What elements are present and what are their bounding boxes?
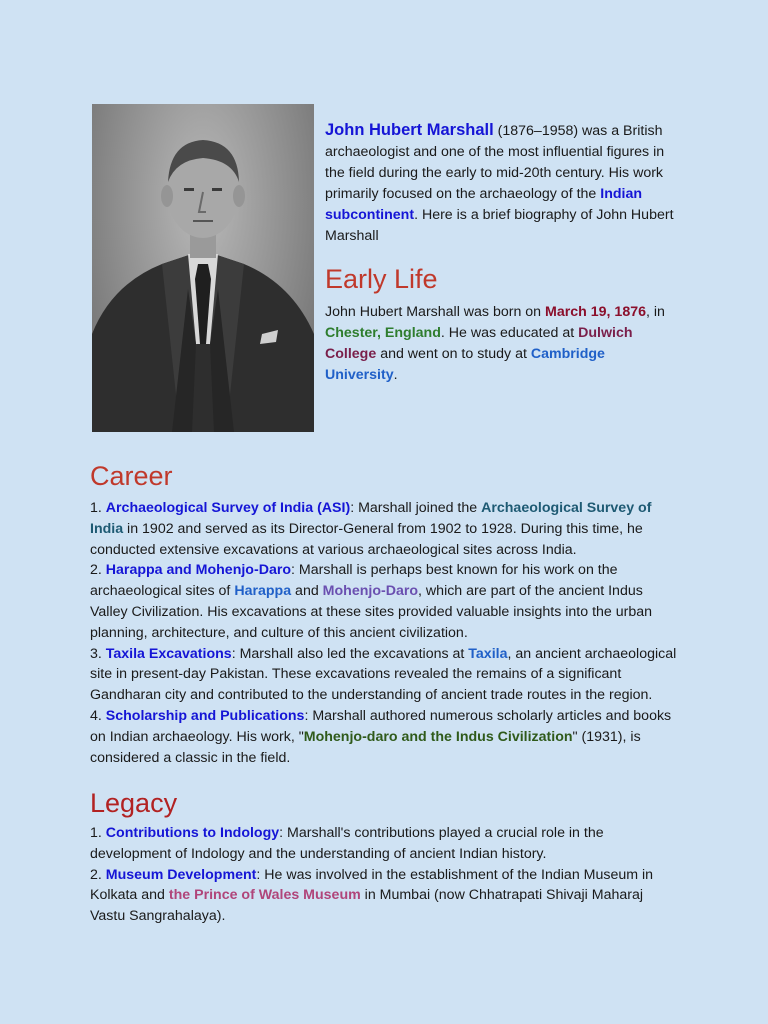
subject-name-link[interactable]: John Hubert Marshall xyxy=(325,121,494,139)
career-section xyxy=(90,498,682,768)
legacy-item-2-text-1: : He was involved in the establishment of the Indian Museum in Kolkata and xyxy=(90,866,654,904)
scholarship-publications-link[interactable]: Scholarship and Publications xyxy=(105,707,305,724)
legacy-item-1-number: 1. xyxy=(90,825,106,841)
dulwich-college: Dulwich College xyxy=(325,325,633,362)
legacy-item-2-number: 2. xyxy=(90,866,106,883)
career-item-2-text-1: : Marshall is perhaps best known for his work on the archaeological sites of xyxy=(90,562,618,600)
legacy-item-1-text: : Marshall's contributions played a crucial role in the development of Indology and the understanding of ancient Indian history. xyxy=(90,825,604,862)
indian-subcontinent-link[interactable]: Indian subcontinent xyxy=(325,186,643,223)
asi-link[interactable]: Archaeological Survey of India (ASI) xyxy=(105,500,351,516)
early-life-paragraph xyxy=(325,302,675,386)
early-text-4: and went on to study at xyxy=(376,346,531,362)
career-item-1-text-2: in 1902 and served as its Director-General from 1902 to 1928. During this time, he conducted extensive excavations at various archaeological sites across India. xyxy=(90,520,643,558)
harappa-mohenjo-daro-link[interactable]: Harappa and Mohenjo-Daro xyxy=(105,562,292,579)
career-heading: Career xyxy=(90,461,173,491)
early-life-heading: Early Life xyxy=(325,264,438,294)
portrait-photo xyxy=(92,104,314,432)
intro-paragraph xyxy=(325,120,675,247)
intro-text-2: . Here is a brief biography of John Hubert Marshall xyxy=(325,207,674,244)
book-title: Mohenjo-daro and the Indus Civilization xyxy=(303,728,573,745)
legacy-section xyxy=(90,823,682,927)
legacy-item-2-text-2: in Mumbai (now Chhatrapati Shivaji Maharaj Vastu Sangrahalaya). xyxy=(90,887,644,925)
asi-name: Archaeological Survey of India xyxy=(90,500,652,537)
early-text-2: , in xyxy=(646,304,665,320)
birth-place: Chester, England xyxy=(325,325,441,341)
career-item-1-text-1: : Marshall joined the xyxy=(350,500,482,516)
career-item-4-text-1: : Marshall authored numerous scholarly articles and books on Indian archaeology. His work, " xyxy=(90,707,672,745)
birth-date: March 19, 1876 xyxy=(545,304,646,320)
career-item-3 xyxy=(90,644,682,706)
career-item-2-text-2: and xyxy=(291,583,323,600)
career-item-4 xyxy=(90,706,682,768)
cambridge-university: Cambridge University xyxy=(325,346,605,383)
career-item-2-text-3: , which are part of the ancient Indus Valley Civilization. His excavations at these sites provided valuable insights into the urban planning, architecture, and culture of this ancient civilization. xyxy=(90,583,653,641)
intro-text-1: (1876–1958) was a British archaeologist and one of the most influential figures in the field during the early to mid-20th century. His work primarily focused on the archaeology of the xyxy=(325,123,665,202)
early-text-1: John Hubert Marshall was born on xyxy=(325,304,546,320)
harappa-link[interactable]: Harappa xyxy=(234,583,292,600)
taxila-excavations-link[interactable]: Taxila Excavations xyxy=(105,645,232,662)
portrait-illustration xyxy=(92,104,314,432)
mohenjo-daro-link[interactable]: Mohenjo-Daro xyxy=(322,583,419,600)
career-item-3-number: 3. xyxy=(90,645,106,662)
career-item-1 xyxy=(90,498,682,560)
early-text-3: . He was educated at xyxy=(440,325,579,341)
indology-link[interactable]: Contributions to Indology xyxy=(105,825,280,841)
legacy-item-1 xyxy=(90,823,682,865)
legacy-heading: Legacy xyxy=(90,788,178,818)
prince-of-wales-museum-link[interactable]: the Prince of Wales Museum xyxy=(168,887,361,904)
museum-development-link[interactable]: Museum Development xyxy=(105,866,257,883)
career-item-4-text-2: " (1931), is considered a classic in the field. xyxy=(90,728,641,766)
career-item-1-number: 1. xyxy=(90,500,106,516)
career-item-2 xyxy=(90,560,682,643)
career-item-2-number: 2. xyxy=(90,562,106,579)
taxila-link[interactable]: Taxila xyxy=(468,645,508,662)
legacy-item-2 xyxy=(90,865,682,927)
career-item-3-text-1: : Marshall also led the excavations at xyxy=(231,645,469,662)
early-text-5: . xyxy=(393,367,398,383)
career-item-3-text-2: , an ancient archaeological site in present-day Pakistan. These excavations revealed the remains of a significant Gandharan city and contributed to the understanding of ancient trade routes in the region. xyxy=(90,645,677,704)
career-item-4-number: 4. xyxy=(90,707,106,724)
